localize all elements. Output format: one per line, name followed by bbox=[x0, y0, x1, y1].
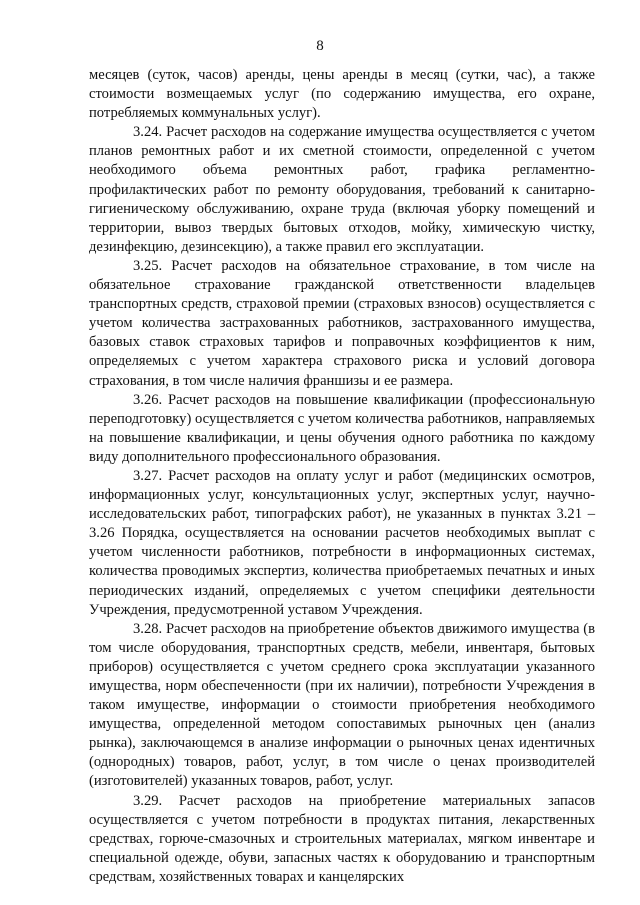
page-number: 8 bbox=[316, 38, 324, 54]
paragraph-continuation: месяцев (суток, часов) аренды, цены аренды в месяц (сутки, час), а также стоимости возмещаемых услуг (по содержанию имущества, его охране, потребляемых коммунальных услуг). bbox=[89, 67, 595, 122]
paragraph-3-24: 3.24. Расчет расходов на содержание имущества осуществляется с учетом планов ремонтных работ и их сметной стоимости, определенной с учетом необходимого объема ремонтных работ, графика регламентно-профилактических работ по ремонту оборудования, требований к санитарно-гигиеническому обслуживанию, охране труда (включая уборку помещений и территории, вывоз твердых бытовых отходов, мойку, химическую чистку, дезинфекцию, дезинсекцию), а также правил его эксплуатации. bbox=[89, 124, 595, 255]
paragraph-3-25: 3.25. Расчет расходов на обязательное страхование, в том числе на обязательное страхование гражданской ответственности владельцев транспортных средств, страховой премии (страховых взносов) осуществляется с учетом количества застрахованных работников, застрахованного имущества, базовых ставок страховых тарифов и поправочных коэффициентов к ним, определяемых с учетом характера страхового риска и условий договора страхования, в том числе наличия франшизы и ее размера. bbox=[89, 257, 595, 389]
paragraph-3-26: 3.26. Расчет расходов на повышение квалификации (профессиональную переподготовку) осуществляется с учетом количества работников, направляемых на повышение квалификации, и цены обучения одного работника по каждому виду дополнительного профессионального образования. bbox=[89, 391, 595, 465]
document-body bbox=[89, 66, 595, 887]
paragraph-3-28: 3.28. Расчет расходов на приобретение объектов движимого имущества (в том числе оборудования, транспортных средств, мебели, инвентаря, бытовых приборов) осуществляется с учетом среднего срока эксплуатации указанного имущества, норм обеспеченности (при их наличии), потребности Учреждения в таком имуществе, информации о стоимости приобретения необходимого имущества, определенной методом сопоставимых рыночных цен (анализ рынка), заключающемся в анализе информации о рыночных ценах идентичных (однородных) товаров, работ, услуг, в том числе о ценах производителей (изготовителей) указанных товаров, работ, услуг. bbox=[89, 620, 595, 790]
paragraph-3-27: 3.27. Расчет расходов на оплату услуг и работ (медицинских осмотров, информационных услуг, консультационных услуг, экспертных услуг, научно-исследовательских работ, типографских работ), не указанных в пунктах 3.21 – 3.26 Порядка, осуществляется на основании расчетов необходимых выплат с учетом численности работников, потребности в информационных системах, количества проводимых экспертиз, количества приобретаемых печатных и иных периодических изданий, определяемых с учетом специфики деятельности Учреждения, предусмотренной уставом Учреждения. bbox=[89, 467, 595, 618]
paragraph-3-29: 3.29. Расчет расходов на приобретение материальных запасов осуществляется с учетом потребности в продуктах питания, лекарственных средствах, горюче-смазочных и строительных материалах, мягком инвентаре и специальной одежде, обуви, запасных частях к оборудованию и транспортным средствам, хозяйственных товарах и канцелярских bbox=[89, 792, 595, 885]
